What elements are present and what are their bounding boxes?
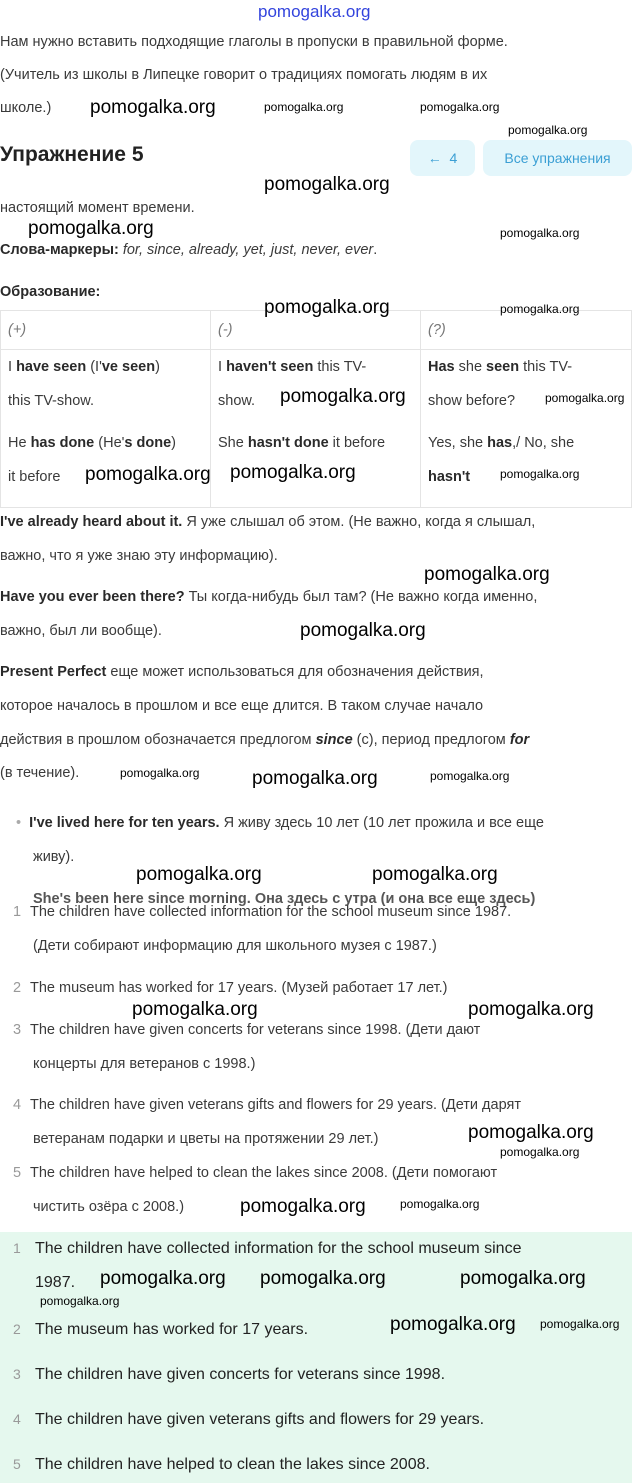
watermark: pomogalka.org	[300, 620, 426, 641]
watermark: pomogalka.org	[120, 766, 200, 780]
answer-item: 1 The children have collected information for the school museum since 1987.	[13, 904, 512, 920]
watermark: pomogalka.org	[400, 1197, 480, 1211]
bullet-item: живу).	[33, 849, 75, 865]
watermark: pomogalka.org	[28, 218, 154, 239]
watermark: pomogalka.org	[430, 769, 510, 783]
watermark-logo: pomogalka.org	[258, 2, 371, 21]
answer-item-line: концерты для ветеранов с 1998.)	[33, 1056, 256, 1072]
example: важно, был ли вообще).	[0, 623, 162, 639]
example: важно, что я уже знаю эту информацию).	[0, 548, 278, 564]
short-answer-item: 5 The children have helped to clean the lakes since 2008.	[13, 1456, 430, 1473]
example: I've already heard about it. Я уже слышал об этом. (Не важно, когда я слышал,	[0, 514, 536, 530]
answer-item-line: чистить озёра с 2008.)	[33, 1199, 185, 1215]
theory-text: действия в прошлом обозначается предлогом since (с), период предлогом for	[0, 732, 530, 748]
watermark: pomogalka.org	[136, 864, 262, 885]
all-exercises-button[interactable]: Все упражнения	[483, 140, 632, 176]
watermark: pomogalka.org	[468, 999, 594, 1020]
table-header: (?)	[421, 311, 632, 350]
page-title: Упражнение 5	[0, 143, 144, 166]
watermark: pomogalka.org	[500, 467, 580, 481]
watermark: pomogalka.org	[540, 1317, 620, 1331]
watermark: pomogalka.org	[424, 564, 550, 585]
watermark: pomogalka.org	[280, 386, 406, 407]
answer-item: 4 The children have given veterans gifts and flowers for 29 years. (Дети дарят	[13, 1097, 521, 1113]
watermark: pomogalka.org	[132, 999, 258, 1020]
prev-label: 4	[449, 150, 458, 166]
short-answer-item: 2 The museum has worked for 17 years.	[13, 1321, 309, 1338]
watermark: pomogalka.org	[508, 123, 588, 137]
watermark: pomogalka.org	[230, 462, 356, 483]
table-header: (-)	[211, 311, 421, 350]
watermark: pomogalka.org	[40, 1294, 120, 1308]
markers-list: for, since, already, yet, just, never, ever	[118, 242, 374, 258]
watermark: pomogalka.org	[500, 1145, 580, 1159]
watermark: pomogalka.org	[372, 864, 498, 885]
markers-label: Слова-маркеры:	[0, 242, 119, 258]
answer-item: 2 The museum has worked for 17 years. (Музей работает 17 лет.)	[13, 980, 448, 996]
answer-item: 5 The children have helped to clean the lakes since 2008. (Дети помогают	[13, 1165, 498, 1181]
bullet-item: • I've lived here for ten years. Я живу здесь 10 лет (10 лет прожила и все еще	[16, 815, 544, 831]
table-cell: I have seen (I've seen) this TV-show. He has done (He's done) it before	[1, 350, 211, 508]
theory-text: настоящий момент времени.	[0, 200, 195, 216]
intro-line: школе.)	[0, 100, 52, 116]
watermark: pomogalka.org	[260, 1268, 386, 1289]
watermark: pomogalka.org	[390, 1314, 516, 1335]
watermark: pomogalka.org	[85, 464, 211, 485]
intro-line: Нам нужно вставить подходящие глаголы в пропуски в правильной форме.	[0, 34, 508, 50]
arrow-left-icon: ←	[427, 150, 442, 166]
watermark: pomogalka.org	[240, 1196, 366, 1217]
short-answer-item: 1 The children have collected information for the school museum since	[13, 1240, 522, 1257]
example: Have you ever been there? Ты когда-нибудь был там? (Не важно когда именно,	[0, 589, 538, 605]
watermark: pomogalka.org	[252, 768, 378, 789]
answer-item: 3 The children have given concerts for veterans since 1998. (Дети дают	[13, 1022, 481, 1038]
theory-text: (в течение).	[0, 765, 80, 781]
short-answer-item: 3 The children have given concerts for veterans since 1998.	[13, 1366, 446, 1383]
answer-item-line: (Дети собирают информацию для школьного музея с 1987.)	[33, 938, 437, 954]
table-cell: I haven't seen this TV- show. She hasn't done it before	[211, 350, 421, 508]
watermark: pomogalka.org	[100, 1268, 226, 1289]
watermark: pomogalka.org	[468, 1122, 594, 1143]
table-cell: Has she seen this TV- show before? Yes, she has,/ No, she hasn't	[421, 350, 632, 508]
watermark: pomogalka.org	[264, 297, 390, 318]
watermark: pomogalka.org	[500, 226, 580, 240]
markers: Слова-маркеры: for, since, already, yet, just, never, ever.	[0, 242, 378, 258]
answer-item-line: ветеранам подарки и цветы на протяжении 29 лет.)	[33, 1131, 379, 1147]
theory-text: которое началось в прошлом и все еще длится. В таком случае начало	[0, 698, 484, 714]
watermark: pomogalka.org	[264, 100, 344, 114]
watermark: pomogalka.org	[500, 302, 580, 316]
watermark: pomogalka.org	[545, 391, 625, 405]
bullet-item-cut: She's been here since morning. Она здесь с утра (и она все еще здесь)	[33, 891, 536, 907]
short-answer-item: 4 The children have given veterans gifts and flowers for 29 years.	[13, 1411, 485, 1428]
watermark: pomogalka.org	[420, 100, 500, 114]
watermark: pomogalka.org	[460, 1268, 586, 1289]
theory-text: Present Perfect еще может использоваться для обозначения действия,	[0, 664, 484, 680]
short-answer-line: 1987.	[35, 1274, 76, 1291]
watermark: pomogalka.org	[264, 174, 390, 195]
watermark: pomogalka.org	[90, 97, 216, 118]
formation-label: Образование:	[0, 284, 101, 300]
table-header: (+)	[1, 311, 211, 350]
intro-line: (Учитель из школы в Липецке говорит о традициях помогать людям в их	[0, 67, 488, 83]
prev-exercise-button[interactable]	[410, 140, 475, 176]
